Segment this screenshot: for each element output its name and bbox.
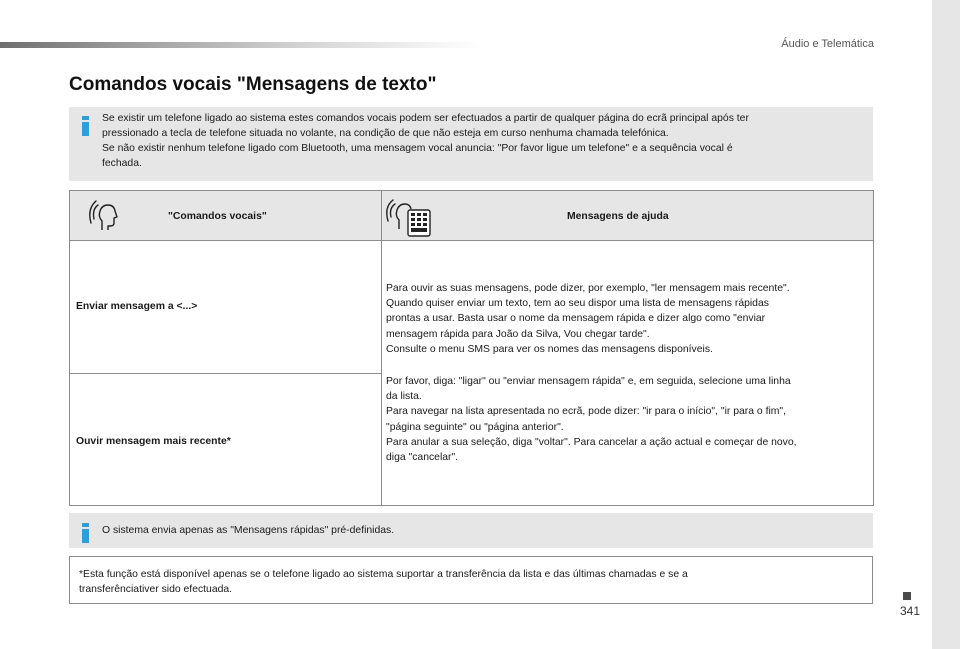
side-margin-bar: [932, 0, 960, 649]
command-send-message: Enviar mensagem a <...>: [76, 301, 198, 312]
footnote-line: transferênciativer sido efectuada.: [79, 584, 233, 595]
page-title: Comandos vocais "Mensagens de texto": [69, 74, 437, 95]
info-box-bottom: [69, 513, 873, 548]
row-divider: [70, 373, 381, 374]
info-text: O sistema envia apenas as "Mensagens rápidas" pré-definidas.: [102, 525, 395, 536]
command-read-latest: Ouvir mensagem mais recente*: [76, 436, 231, 447]
info-icon: [82, 116, 89, 136]
info-box-top: [69, 107, 873, 181]
help-line: da lista.: [386, 391, 422, 403]
info-line: pressionado a tecla de telefone situada no volante, na condição de que não esteja em curso nenhuma chamada telefónica.: [102, 128, 669, 139]
help-line: Consulte o menu SMS para ver os nomes das mensagens disponíveis.: [386, 343, 713, 355]
section-label: Áudio e Telemática: [781, 38, 874, 50]
page-number: 341: [900, 604, 921, 618]
help-line: Para navegar na lista apresentada no ecrã, pode dizer: "ir para o início", "ir para o fim",: [386, 406, 786, 418]
help-line: Por favor, diga: "ligar" ou "enviar mensagem rápida" e, em seguida, selecione uma linha: [386, 376, 791, 387]
help-line: mensagem rápida para João da Silva, Vou chegar tarde".: [386, 328, 650, 340]
help-line: Para anular a sua seleção, diga "voltar". Para cancelar a ação actual e começar de novo,: [386, 436, 797, 448]
info-line: Se existir um telefone ligado ao sistema estes comandos vocais podem ser efectuados a partir de qualquer página do ecrã principal após ter: [102, 113, 749, 124]
help-line: Quando quiser enviar um texto, tem ao seu dispor uma lista de mensagens rápidas: [386, 298, 769, 310]
column-header-help: Mensagens de ajuda: [567, 211, 669, 222]
footnote-box: [69, 556, 873, 604]
info-icon: [82, 523, 89, 543]
column-divider: [381, 191, 382, 505]
voice-help-keypad-icon: [386, 197, 434, 240]
voice-commands-table: [69, 190, 874, 506]
header-gradient-bar: [0, 42, 480, 48]
info-line: fechada.: [102, 158, 142, 169]
help-line: Para ouvir as suas mensagens, pode dizer, por exemplo, "ler mensagem mais recente".: [386, 283, 790, 294]
help-text-block-1: [386, 281, 866, 357]
info-line: Se não existir nenhum telefone ligado com Bluetooth, uma mensagem vocal anuncia: "Por favor ligue um telefone" e a sequência vocal é: [102, 143, 733, 154]
help-line: prontas a usar. Basta usar o nome da mensagem rápida e dizer algo como "enviar: [386, 313, 766, 325]
page-marker: [903, 592, 911, 600]
voice-command-icon: [88, 197, 128, 234]
help-line: "página seguinte" ou "página anterior".: [386, 421, 564, 433]
table-header: [70, 191, 873, 241]
footnote-line: *Esta função está disponível apenas se o telefone ligado ao sistema suportar a transferência da lista e das últimas chamadas e se a: [79, 569, 688, 580]
column-header-commands: "Comandos vocais": [168, 211, 267, 222]
help-text-block-2: [386, 374, 866, 465]
help-line: diga "cancelar".: [386, 452, 459, 464]
